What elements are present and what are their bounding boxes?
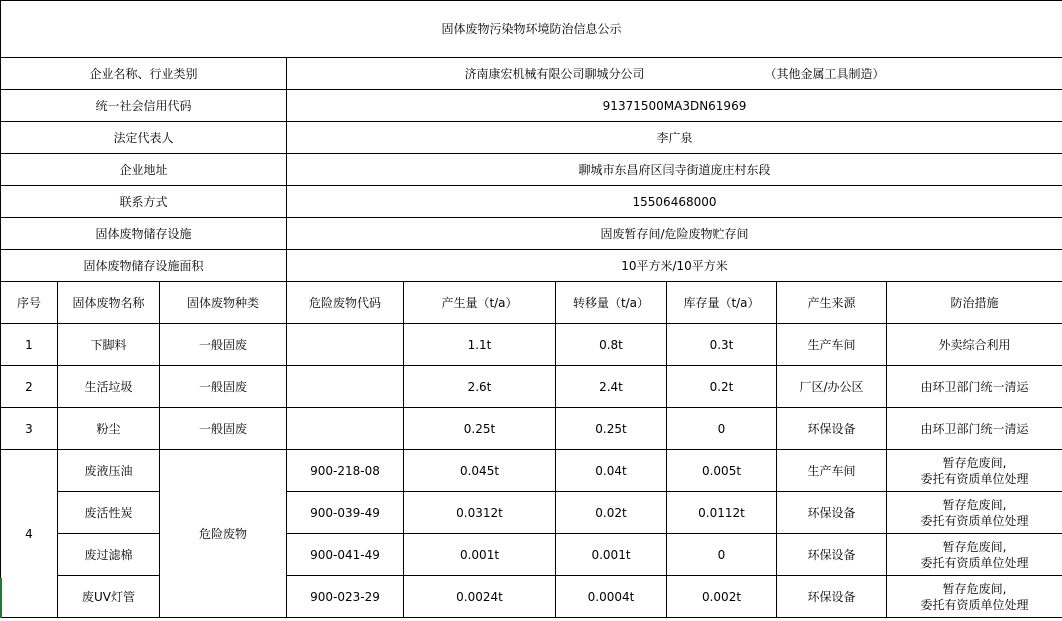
cell-name: 粉尘 — [58, 408, 160, 450]
column-header: 固体废物种类 — [160, 282, 287, 324]
cell-source: 环保设备 — [777, 576, 887, 618]
cell-type: 危险废物 — [160, 450, 287, 618]
measure-line: 委托有资质单位处理 — [920, 513, 1029, 528]
cell-type: 一般固废 — [160, 324, 287, 366]
cell-stock: 0.0112t — [667, 492, 777, 534]
measure-line: 暂存危废间, — [942, 539, 1007, 554]
info-value: 固废暂存间/危险废物贮存间 — [287, 218, 1062, 250]
cell-no: 3 — [1, 408, 58, 450]
info-value: 聊城市东昌府区闫寺街道庞庄村东段 — [287, 154, 1062, 186]
cell-code — [287, 366, 404, 408]
column-header: 防治措施 — [887, 282, 1062, 324]
cell-transferred: 0.04t — [556, 450, 667, 492]
cell-measure — [887, 492, 1062, 534]
cell-source: 生产车间 — [777, 324, 887, 366]
info-label: 统一社会信用代码 — [1, 90, 287, 122]
info-label: 固体废物储存设施 — [1, 218, 287, 250]
info-value: 李广泉 — [287, 122, 1062, 154]
cell-transferred: 0.25t — [556, 408, 667, 450]
measure-line: 暂存危废间, — [942, 497, 1007, 512]
info-value: 10平方米/10平方米 — [287, 250, 1062, 282]
measure-line: 委托有资质单位处理 — [920, 597, 1029, 612]
cell-selection-marker — [0, 578, 2, 618]
info-label: 固体废物储存设施面积 — [1, 250, 287, 282]
measure-line: 暂存危废间, — [942, 581, 1007, 596]
cell-code — [287, 408, 404, 450]
info-value: 15506468000 — [287, 186, 1062, 218]
cell-type: 一般固废 — [160, 408, 287, 450]
column-header: 转移量（t/a） — [556, 282, 667, 324]
cell-transferred: 0.0004t — [556, 576, 667, 618]
cell-stock: 0.2t — [667, 366, 777, 408]
cell-transferred: 0.001t — [556, 534, 667, 576]
cell-source: 环保设备 — [777, 492, 887, 534]
cell-source: 环保设备 — [777, 534, 887, 576]
cell-transferred: 0.02t — [556, 492, 667, 534]
cell-code — [287, 324, 404, 366]
column-header: 固体废物名称 — [58, 282, 160, 324]
cell-name: 废UV灯管 — [58, 576, 160, 618]
info-label: 企业名称、行业类别 — [1, 58, 287, 90]
cell-measure — [887, 576, 1062, 618]
cell-measure: 由环卫部门统一清运 — [887, 408, 1062, 450]
cell-code: 900-218-08 — [287, 450, 404, 492]
cell-stock: 0.005t — [667, 450, 777, 492]
cell-transferred: 2.4t — [556, 366, 667, 408]
measure-line: 委托有资质单位处理 — [920, 555, 1029, 570]
cell-name: 废液压油 — [58, 450, 160, 492]
cell-source: 厂区/办公区 — [777, 366, 887, 408]
info-label: 联系方式 — [1, 186, 287, 218]
table-row — [1, 450, 1062, 492]
cell-produced: 0.0024t — [404, 576, 556, 618]
info-label: 企业地址 — [1, 154, 287, 186]
info-row-credit-code — [1, 90, 1062, 122]
cell-produced: 2.6t — [404, 366, 556, 408]
info-value — [287, 58, 1062, 90]
cell-stock: 0.3t — [667, 324, 777, 366]
info-value: 91371500MA3DN61969 — [287, 90, 1062, 122]
column-header: 库存量（t/a） — [667, 282, 777, 324]
cell-name: 下脚料 — [58, 324, 160, 366]
cell-transferred: 0.8t — [556, 324, 667, 366]
cell-name: 生活垃圾 — [58, 366, 160, 408]
cell-produced: 0.0312t — [404, 492, 556, 534]
cell-source: 生产车间 — [777, 450, 887, 492]
cell-measure — [887, 450, 1062, 492]
cell-measure: 外卖综合利用 — [887, 324, 1062, 366]
info-row-company — [1, 58, 1062, 90]
info-row-legal-rep — [1, 122, 1062, 154]
cell-source: 环保设备 — [777, 408, 887, 450]
cell-name: 废活性炭 — [58, 492, 160, 534]
column-header: 产生量（t/a） — [404, 282, 556, 324]
company-name: 济南康宏机械有限公司聊城分公司 — [464, 66, 645, 81]
page-title: 固体废物污染物环境防治信息公示 — [1, 1, 1062, 58]
cell-produced: 0.25t — [404, 408, 556, 450]
cell-no: 1 — [1, 324, 58, 366]
cell-produced: 1.1t — [404, 324, 556, 366]
measure-line: 委托有资质单位处理 — [920, 471, 1029, 486]
column-header: 危险废物代码 — [287, 282, 404, 324]
cell-code: 900-041-49 — [287, 534, 404, 576]
cell-stock: 0.002t — [667, 576, 777, 618]
cell-measure — [887, 534, 1062, 576]
industry-category: （其他金属工具制造） — [764, 66, 885, 81]
table-row — [1, 366, 1062, 408]
column-header: 序号 — [1, 282, 58, 324]
cell-stock: 0 — [667, 408, 777, 450]
info-row-storage — [1, 218, 1062, 250]
cell-stock: 0 — [667, 534, 777, 576]
cell-produced: 0.045t — [404, 450, 556, 492]
measure-line: 暂存危废间, — [942, 455, 1007, 470]
cell-code: 900-023-29 — [287, 576, 404, 618]
column-header: 产生来源 — [777, 282, 887, 324]
cell-type: 一般固废 — [160, 366, 287, 408]
table-row — [1, 324, 1062, 366]
info-label: 法定代表人 — [1, 122, 287, 154]
cell-name: 废过滤棉 — [58, 534, 160, 576]
cell-no: 4 — [1, 450, 58, 618]
table-row — [1, 408, 1062, 450]
cell-code: 900-039-49 — [287, 492, 404, 534]
info-row-address — [1, 154, 1062, 186]
info-row-contact — [1, 186, 1062, 218]
cell-produced: 0.001t — [404, 534, 556, 576]
cell-no: 2 — [1, 366, 58, 408]
info-row-storage-area — [1, 250, 1062, 282]
column-header-row — [1, 282, 1062, 324]
cell-measure: 由环卫部门统一清运 — [887, 366, 1062, 408]
